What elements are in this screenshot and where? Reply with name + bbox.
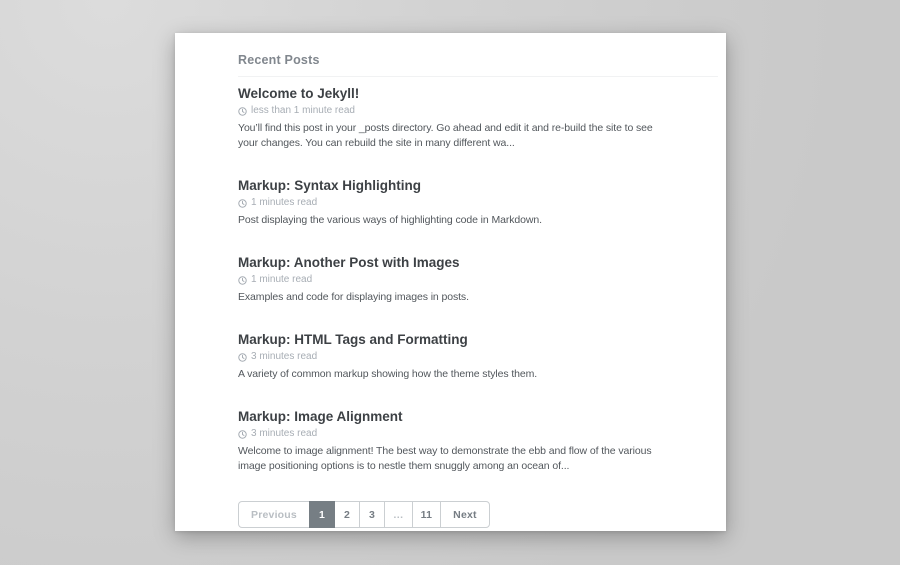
read-time: 3 minutes read <box>251 428 318 439</box>
recent-posts-card <box>175 33 726 531</box>
page-title: Recent Posts <box>238 54 718 77</box>
post-item <box>238 86 718 151</box>
post-excerpt: A variety of common markup showing how the theme styles them. <box>238 368 538 380</box>
clock-icon <box>238 430 247 439</box>
post-excerpt: Examples and code for displaying images in posts. <box>238 291 469 303</box>
post-title-link[interactable]: Markup: Syntax Highlighting <box>238 178 422 193</box>
post-list <box>238 86 718 474</box>
clock-icon <box>238 353 247 362</box>
post-title-link[interactable]: Markup: Image Alignment <box>238 409 403 424</box>
post-excerpt: Post displaying the various ways of highlighting code in Markdown. <box>238 214 542 226</box>
post-excerpt: You’ll find this post in your _posts directory. Go ahead and edit it and re-build the site to see your changes. You can rebuild the site in many different wa... <box>238 122 653 149</box>
post-item <box>238 332 718 382</box>
post-excerpt: Welcome to image alignment! The best way to demonstrate the ebb and flow of the various image positioning options is to nestle them snuggly among an ocean of... <box>238 445 652 472</box>
read-time: 1 minute read <box>251 274 313 285</box>
clock-icon <box>238 199 247 208</box>
post-item <box>238 255 718 305</box>
post-item <box>238 409 718 474</box>
clock-icon <box>238 107 247 116</box>
post-meta <box>238 428 718 440</box>
read-time: 3 minutes read <box>251 351 318 362</box>
read-time: less than 1 minute read <box>251 105 355 116</box>
content-area <box>238 54 718 528</box>
clock-icon <box>238 276 247 285</box>
post-meta <box>238 105 718 117</box>
pagination-next-button[interactable]: Next <box>440 501 490 528</box>
read-time: 1 minutes read <box>251 197 318 208</box>
pagination-page-1[interactable]: 1 <box>309 501 335 528</box>
post-meta <box>238 274 718 286</box>
pagination-page-11[interactable]: 11 <box>412 501 442 528</box>
post-title-link[interactable]: Markup: Another Post with Images <box>238 255 460 270</box>
post-title-link[interactable]: Markup: HTML Tags and Formatting <box>238 332 468 347</box>
pagination-page-3[interactable]: 3 <box>359 501 385 528</box>
pagination <box>238 501 718 528</box>
pagination-ellipsis: … <box>384 501 413 528</box>
post-meta <box>238 351 718 363</box>
pagination-page-2[interactable]: 2 <box>334 501 360 528</box>
pagination-previous-button: Previous <box>238 501 310 528</box>
post-meta <box>238 197 718 209</box>
post-item <box>238 178 718 228</box>
post-title-link[interactable]: Welcome to Jekyll! <box>238 86 360 101</box>
